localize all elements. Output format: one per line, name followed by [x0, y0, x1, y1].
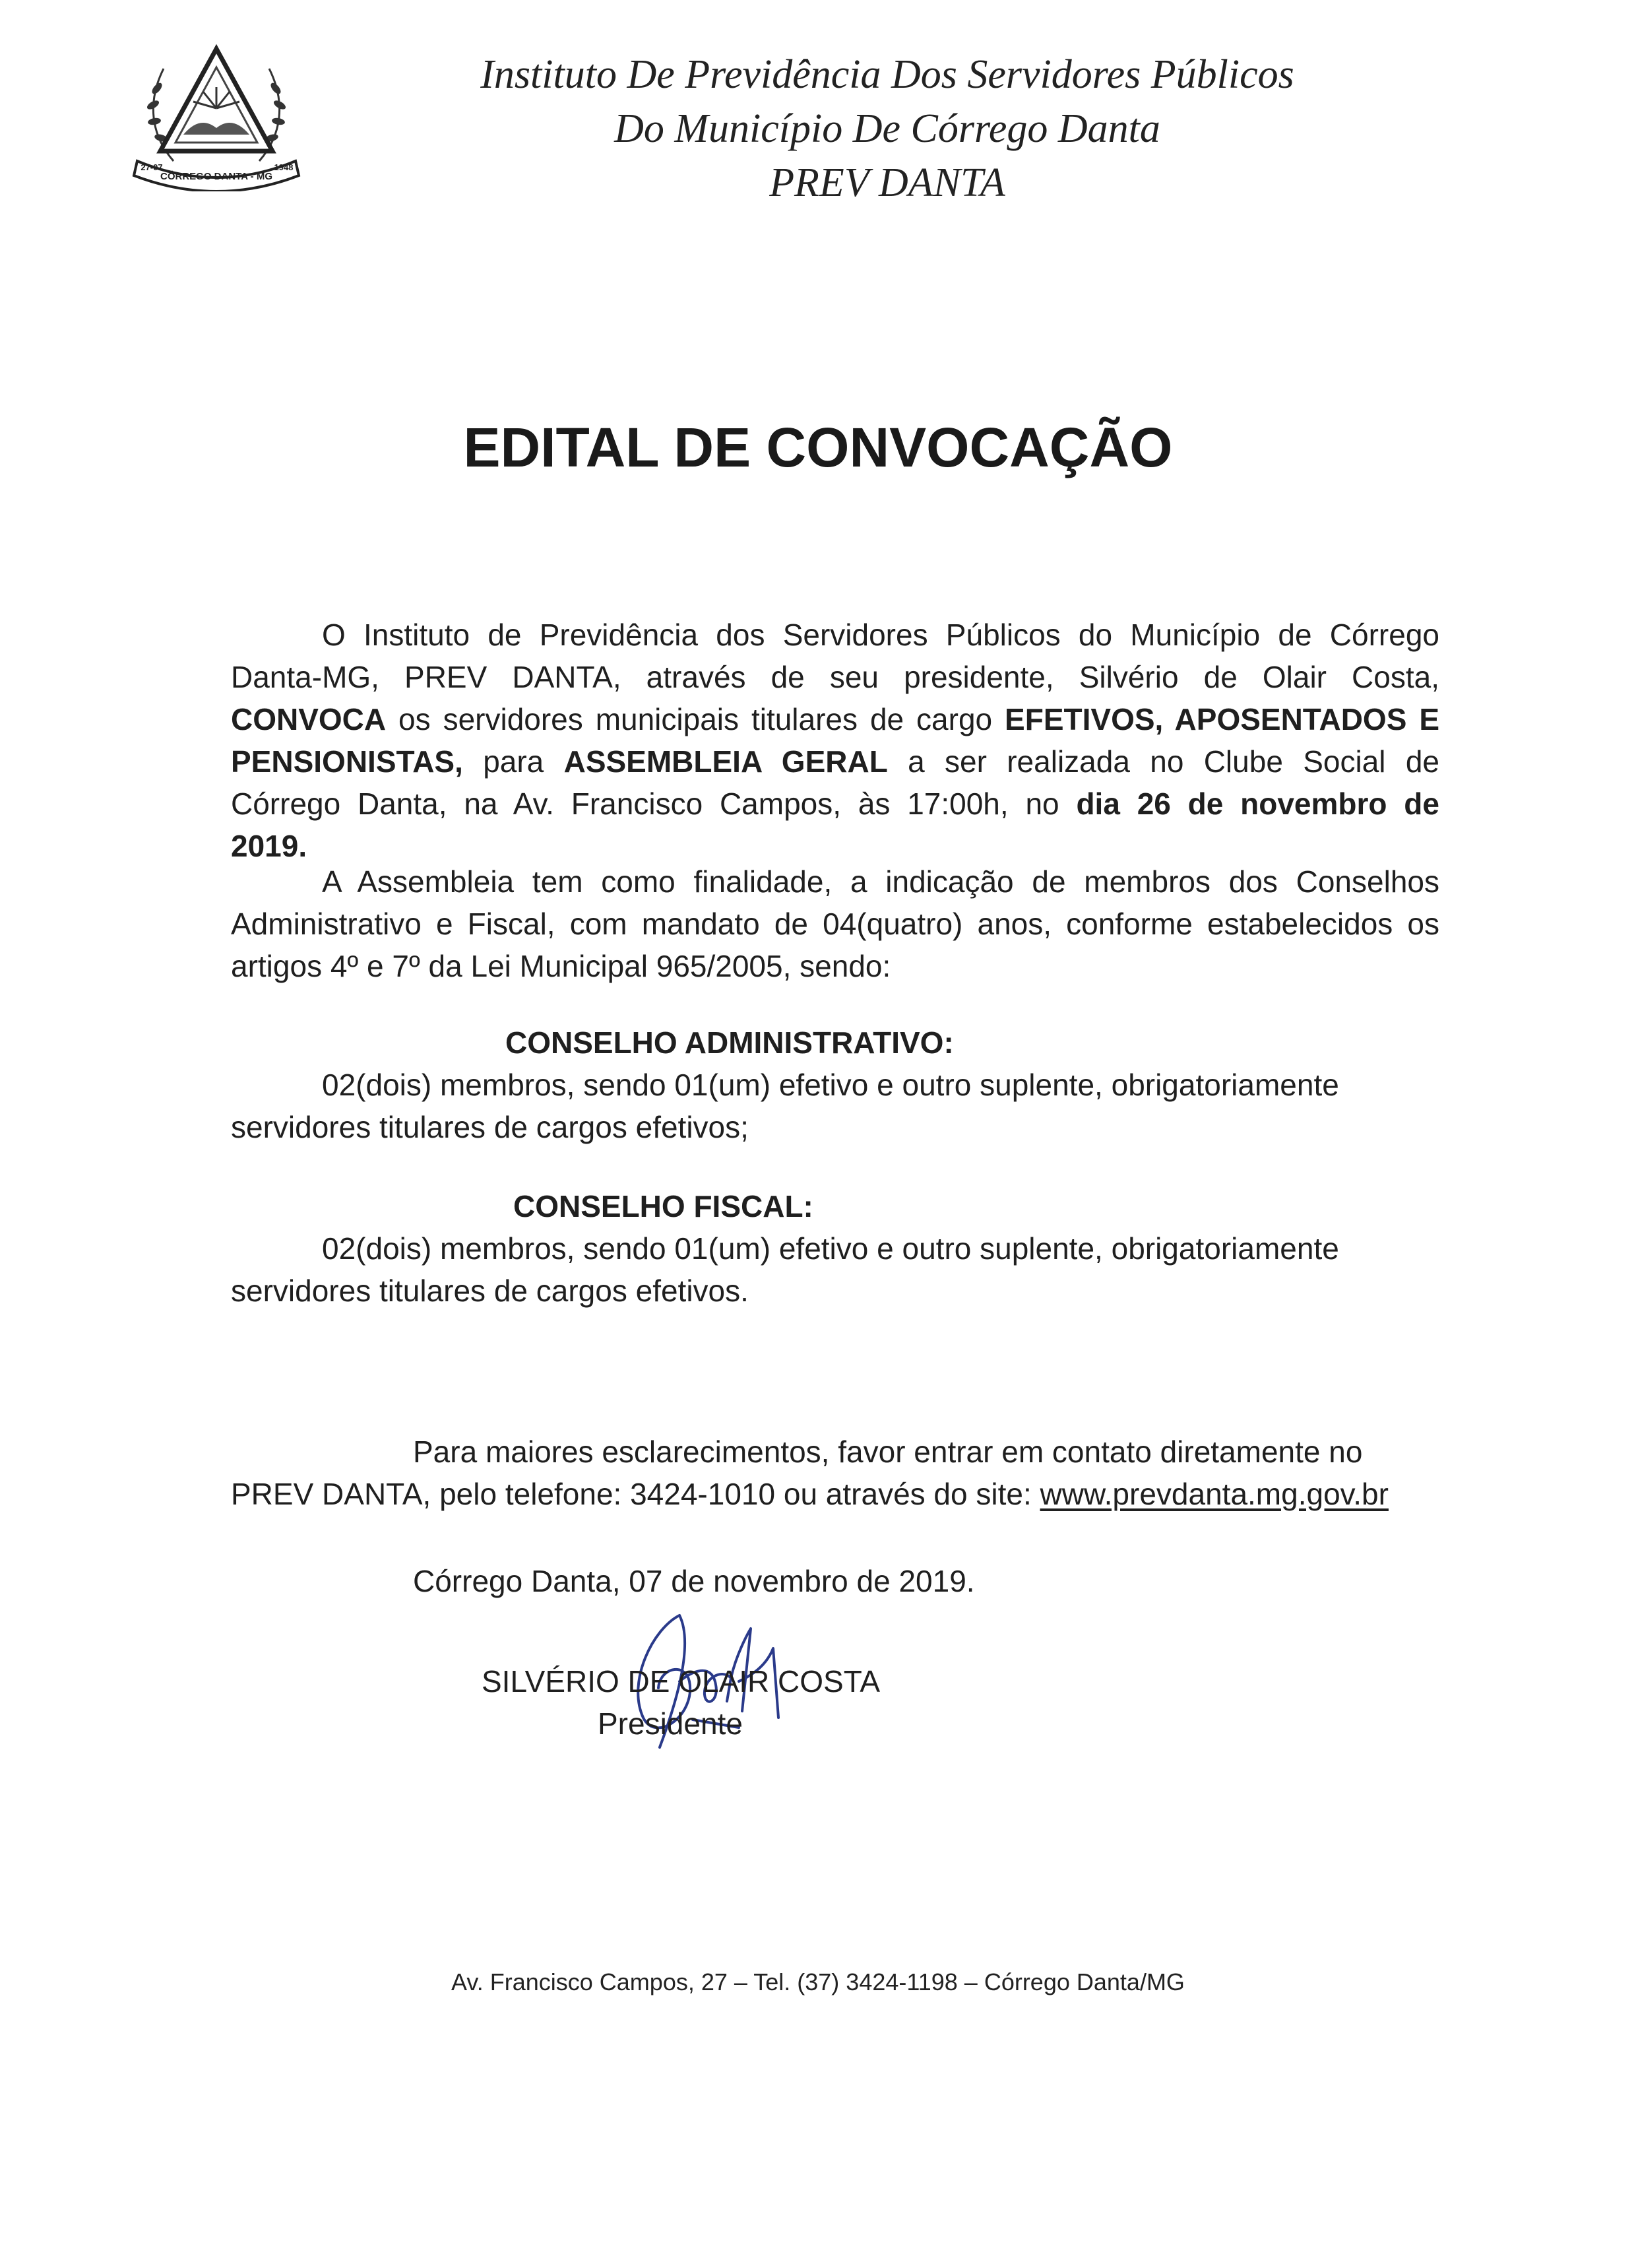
assembleia-geral-bold: ASSEMBLEIA GERAL: [563, 744, 888, 779]
document-title: EDITAL DE CONVOCAÇÃO: [463, 416, 1173, 478]
council-fiscal-line1: 02(dois) membros, sendo 01(um) efetivo e outro suplente, obrigatoriamente: [322, 1231, 1339, 1266]
paragraph2-line3: artigos 4º e 7º da Lei Municipal 965/2005, sendo:: [231, 949, 891, 983]
paragraph1-line2: [231, 656, 1439, 698]
svg-text:1948: 1948: [274, 162, 294, 172]
efetivos-bold: EFETIVOS, APOSENTADOS E: [1005, 702, 1440, 736]
place-date: Córrego Danta, 07 de novembro de 2019.: [413, 1564, 975, 1598]
svg-text:CÓRREGO DANTA - MG: CÓRREGO DANTA - MG: [160, 171, 272, 182]
paragraph-text: Danta-MG, PREV DANTA, através de seu presidente, Silvério de Olair Costa,: [231, 660, 1439, 694]
council-admin-heading: CONSELHO ADMINISTRATIVO:: [505, 1025, 954, 1060]
footer-address: Av. Francisco Campos, 27 – Tel. (37) 3424-1198 – Córrego Danta/MG: [451, 1968, 1185, 1995]
paragraph-text: os servidores municipais titulares de cargo: [386, 702, 1005, 736]
header-line-2: Do Município De Córrego Danta: [614, 106, 1160, 151]
meeting-date-bold: dia 26 de novembro de: [1076, 787, 1439, 821]
paragraph1-line1: [322, 614, 1439, 656]
paragraph1-line5: [231, 783, 1439, 825]
website-link[interactable]: www.prevdanta.mg.gov.br: [1040, 1477, 1389, 1511]
signatory-role: Presidente: [598, 1706, 743, 1741]
paragraph-text: A Assembleia tem como finalidade, a indicação de membros dos Conselhos: [322, 864, 1439, 899]
paragraph-text: Administrativo e Fiscal, com mandato de 04(quatro) anos, conforme estabelecidos os: [231, 907, 1439, 941]
paragraph-text: para: [462, 744, 564, 779]
convoca-bold: CONVOCA: [231, 702, 387, 736]
council-admin-line2: servidores titulares de cargos efetivos;: [231, 1110, 749, 1144]
header-line-1: Instituto De Previdência Dos Servidores Públicos: [480, 52, 1294, 97]
paragraph-text: O Instituto de Previdência dos Servidores Públicos do Município de Córrego: [322, 618, 1439, 652]
paragraph1-line4: [231, 740, 1439, 783]
header-line-3: PREV DANTA: [769, 160, 1005, 205]
contact-text: PREV DANTA, pelo telefone: 3424-1010 ou através do site:: [231, 1477, 1040, 1511]
paragraph1-line3: [231, 698, 1439, 740]
council-fiscal-line2: servidores titulares de cargos efetivos.: [231, 1274, 749, 1308]
paragraph2-line1: [322, 860, 1439, 903]
contact-line2: [231, 1473, 1389, 1515]
institution-header: [290, 48, 1484, 210]
council-fiscal-heading: CONSELHO FISCAL:: [513, 1189, 813, 1223]
svg-text:27-07: 27-07: [141, 162, 163, 172]
pensionistas-bold: PENSIONISTAS,: [231, 744, 463, 779]
paragraph1-line6: 2019.: [231, 829, 307, 863]
signatory-name: SILVÉRIO DE OLAIR COSTA: [482, 1664, 881, 1699]
paragraph2-line2: [231, 903, 1439, 945]
council-admin-line1: 02(dois) membros, sendo 01(um) efetivo e outro suplente, obrigatoriamente: [322, 1068, 1339, 1102]
paragraph-text: a ser realizada no Clube Social de: [887, 744, 1439, 779]
paragraph-text: Córrego Danta, na Av. Francisco Campos, às 17:00h, no: [231, 787, 1077, 821]
contact-line1: Para maiores esclarecimentos, favor entrar em contato diretamente no: [413, 1435, 1363, 1469]
